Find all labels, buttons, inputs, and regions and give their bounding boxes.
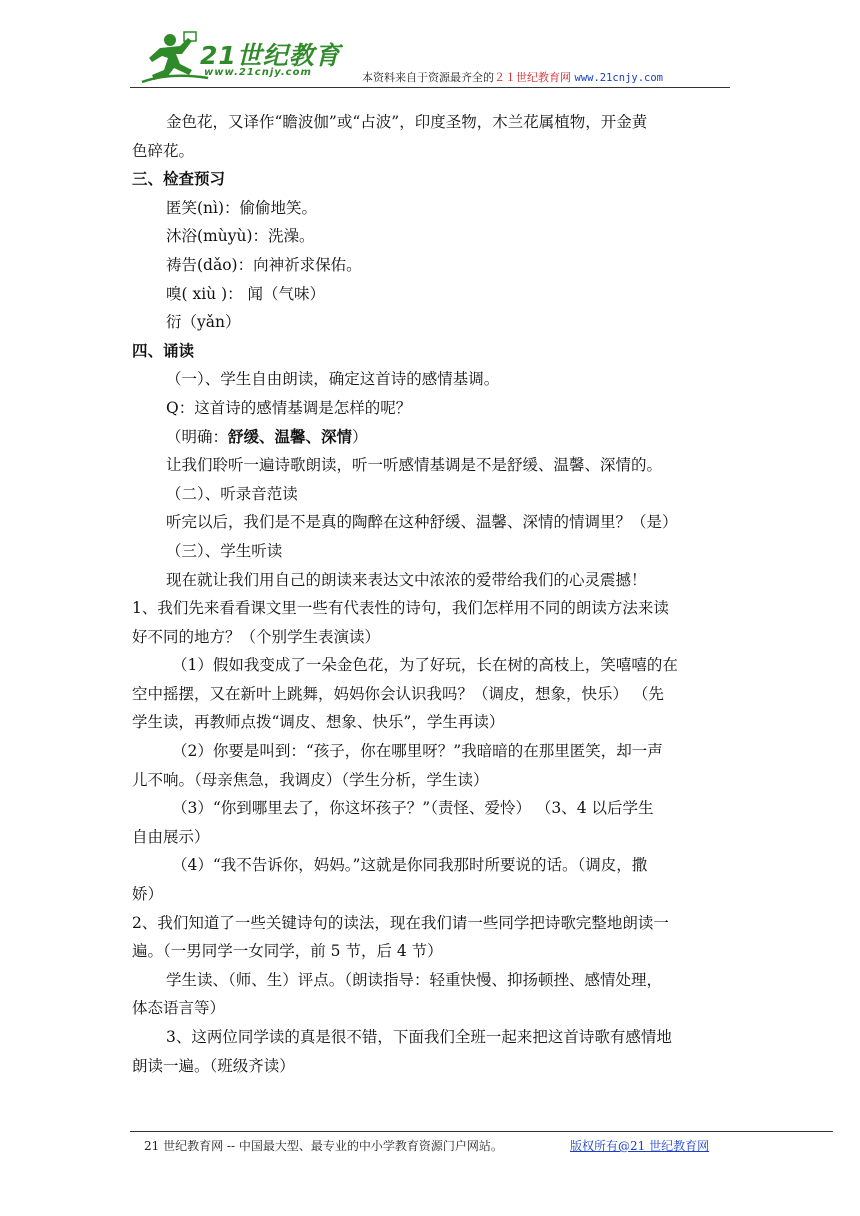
tagline-prefix: 本资料来自于资源最齐全的: [362, 71, 494, 84]
document-body: [132, 108, 732, 1080]
paragraph-line: 金色花，又译作“瞻波伽”或“占波”，印度圣物，木兰花属植物，开金黄: [166, 113, 648, 131]
paragraph-line: 1、我们先来看看课文里一些有代表性的诗句，我们怎样用不同的朗读方法来读: [132, 599, 669, 618]
paragraph-line: 朗读一遍。（班级齐读）: [132, 1056, 295, 1075]
paragraph-line: （3）“你到哪里去了，你这坏孩子？”（责怪、爱怜） （3、4 以后学生: [172, 799, 654, 818]
paragraph-line: 3、这两位同学读的真是很不错，下面我们全班一起来把这首诗歌有感情地: [166, 1028, 672, 1046]
paragraph-line: 祷告(dǎo)：向神祈求保佑。: [166, 255, 362, 274]
paragraph-line: [132, 423, 732, 452]
paragraph-line: 沐浴(mùyù)：洗澡。: [166, 227, 315, 246]
paragraph-line: （一）、学生自由朗读，确定这首诗的感情基调。: [166, 370, 500, 389]
paragraph-line: 好不同的地方？（个别学生表演读）: [132, 627, 381, 646]
paragraph-line: 色碎花。: [132, 141, 195, 160]
paragraph-line: 娇）: [132, 885, 164, 904]
paragraph-line: 让我们聆听一遍诗歌朗读，听一听感情基调是不是舒缓、温馨、深情的。: [166, 456, 663, 475]
logo-text: 21世纪教育: [200, 41, 341, 70]
header-divider: [130, 87, 730, 88]
page-header: [130, 30, 730, 90]
paragraph-line: 现在就让我们用自己的朗读来表达文中浓浓的爱带给我们的心灵震撼！: [166, 570, 647, 589]
paragraph-line: 衍（yǎn）: [166, 313, 241, 332]
paragraph-line: 儿不响。（母亲焦急，我调皮）（学生分析，学生读）: [132, 770, 489, 789]
section-heading: 三、检查预习: [132, 170, 226, 189]
tagline-site-link[interactable]: ２１世纪教育网: [494, 71, 571, 84]
text-segment: ）: [352, 427, 368, 446]
paragraph-line: 匿笑(nì)：偷偷地笑。: [166, 198, 318, 217]
copyright-link[interactable]: 版权所有@21 世纪教育网: [570, 1139, 710, 1153]
paragraph-line: 嗅( xiù )： 闻（气味）: [166, 284, 326, 303]
tagline-url-link[interactable]: www.21cnjy.com: [574, 72, 664, 84]
header-tagline: [362, 69, 663, 85]
paragraph-line: 空中摇摆，又在新叶上跳舞，妈妈你会认识我吗？（调皮，想象，快乐） （先: [132, 684, 664, 703]
logo-url: www.21cnjy.com: [204, 67, 312, 78]
paragraph-line: Q：这首诗的感情基调是怎样的呢？: [166, 398, 412, 417]
paragraph-line: （1）假如我变成了一朵金色花，为了好玩，长在树的高枝上，笑嘻嘻的在: [172, 656, 678, 675]
paragraph-line: 自由展示）: [132, 827, 210, 846]
text-segment: （明确：: [166, 427, 229, 446]
paragraph-line: （2）你要是叫到：“孩子，你在哪里呀？”我暗暗的在那里匿笑，却一声: [172, 742, 663, 761]
site-logo[interactable]: [140, 30, 350, 88]
paragraph-line: 2、我们知道了一些关键诗句的读法，现在我们请一些同学把诗歌完整地朗读一: [132, 913, 669, 932]
paragraph-line: 听完以后，我们是不是真的陶醉在这种舒缓、温馨、深情的情调里？（是）: [166, 513, 678, 532]
paragraph-line: 学生读、（师、生）评点。（朗读指导：轻重快慢、抑扬顿挫、感情处理，: [166, 970, 663, 989]
paragraph-line: （三）、学生听读: [166, 541, 283, 560]
paragraph-line: （二）、听录音范读: [166, 484, 298, 503]
section-heading: 四、诵读: [132, 341, 195, 360]
paragraph-line: 学生读，再教师点拨“调皮、想象、快乐”，学生再读）: [132, 713, 505, 732]
footer-divider: [130, 1131, 833, 1132]
paragraph-line: 遍。（一男同学一女同学，前 5 节，后 4 节）: [132, 942, 443, 961]
paragraph-line: 体态语言等）: [132, 999, 226, 1018]
bold-text-segment: 舒缓、温馨、深情: [228, 427, 353, 446]
page-footer: [144, 1137, 710, 1154]
paragraph-line: （4）“我不告诉你，妈妈。”这就是你同我那时所要说的话。（调皮，撒: [172, 856, 648, 875]
footer-description: 21 世纪教育网 -- 中国最大型、最专业的中小学教育资源门户网站。: [144, 1139, 503, 1153]
